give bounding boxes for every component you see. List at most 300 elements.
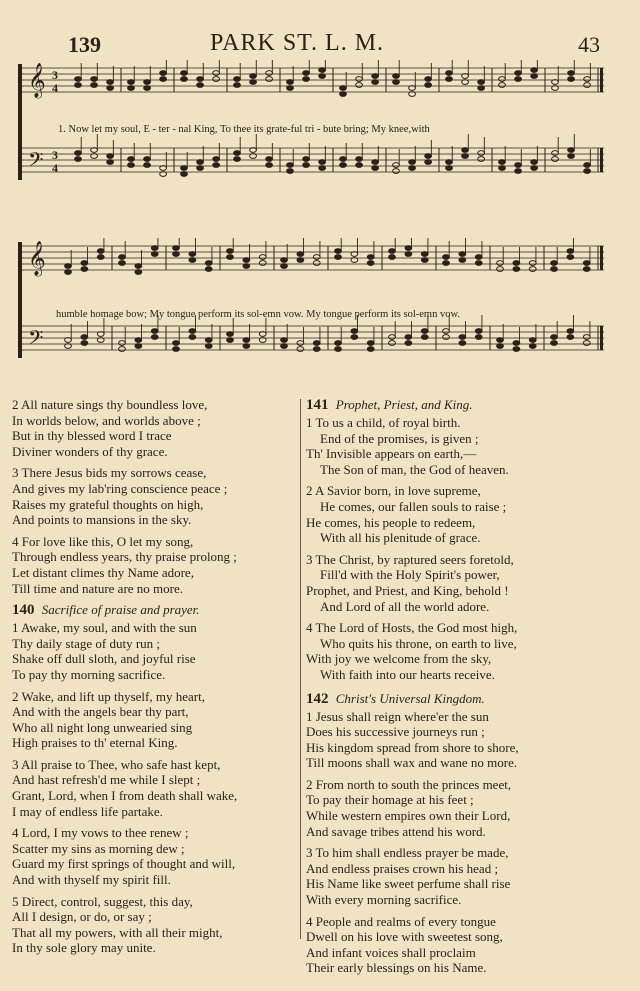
note-head (443, 335, 450, 340)
verse-line: 2 Wake, and lift up thyself, my heart, (12, 688, 205, 704)
note-head (81, 335, 88, 340)
note-head (340, 157, 347, 162)
note-head (151, 246, 158, 251)
note-head (340, 86, 347, 91)
note-head (335, 341, 342, 346)
page-header (0, 30, 640, 60)
note-head (425, 83, 432, 88)
note-head (243, 344, 250, 349)
note-head (340, 163, 347, 168)
stanza (12, 465, 302, 527)
right-column (306, 397, 596, 982)
page-number: 43 (578, 32, 600, 57)
note-head (75, 151, 82, 156)
stanza (306, 777, 596, 839)
note-head (287, 163, 294, 168)
verse-line: 3 To him shall endless prayer be made, (306, 845, 509, 861)
note-head (356, 163, 363, 168)
note-head (227, 332, 234, 337)
note-head (567, 329, 574, 334)
final-barline (600, 68, 603, 92)
verse-line: Who quits his throne, on earth to live, (320, 635, 517, 651)
note-head (181, 172, 188, 177)
note-head (205, 267, 212, 272)
note-head (529, 267, 536, 272)
hymn-142-title: Christ's Universal Kingdom. (335, 690, 485, 706)
note-head (173, 252, 180, 257)
note-head (552, 157, 559, 162)
hymn-141-number: 141 (306, 397, 329, 413)
stanza (306, 415, 596, 477)
verse-line: But in thy blessed word I trace (12, 428, 172, 444)
note-head (205, 344, 212, 349)
note-head (462, 154, 469, 159)
note-head (128, 163, 135, 168)
verse-line: Till time and nature are no more. (12, 580, 184, 596)
note-head (173, 246, 180, 251)
note-head (234, 157, 241, 162)
verse-line: Who all night long unwearied sing (12, 719, 193, 735)
note-head (266, 77, 273, 82)
stanza (12, 894, 302, 956)
note-head (499, 77, 506, 82)
note-head (367, 347, 374, 352)
note-head (227, 255, 234, 260)
stanza (12, 397, 302, 459)
note-head (151, 329, 158, 334)
verse-line: And with thyself my spirit fill. (12, 872, 171, 888)
note-head (197, 160, 204, 165)
system-brace (18, 64, 22, 180)
note-head (446, 71, 453, 76)
note-head (189, 335, 196, 340)
note-head (551, 261, 558, 266)
note-head (409, 166, 416, 171)
note-head (160, 71, 167, 76)
verse-line: Th' Invisible appears on earth,— (306, 446, 477, 462)
note-head (75, 157, 82, 162)
staff-system-2 (18, 238, 604, 378)
verse-line: And savage tribes attend his word. (306, 823, 486, 839)
note-head (297, 252, 304, 257)
verse-line: With faith into our hearts receive. (320, 666, 495, 682)
hymn-141-title: Prophet, Priest, and King. (335, 397, 473, 412)
note-head (173, 341, 180, 346)
note-head (462, 148, 469, 153)
verse-line: That all my powers, with all their might, (12, 924, 223, 940)
note-head (181, 166, 188, 171)
note-head (128, 80, 135, 85)
verse-line: 1 Awake, my soul, and with the sun (12, 620, 197, 636)
note-head (119, 261, 126, 266)
verse-line: His Name like sweet perfume shall rise (306, 876, 511, 892)
note-head (515, 169, 522, 174)
note-head (297, 258, 304, 263)
note-head (91, 83, 98, 88)
note-head (531, 68, 538, 73)
note-head (478, 157, 485, 162)
note-head (515, 71, 522, 76)
treble-clef-icon: 𝄞 (28, 63, 46, 98)
verse-line: He comes, his people to redeem, (306, 514, 476, 530)
bass-clef-icon: 𝄢 (28, 148, 44, 176)
verse-line: Does his successive journeys run ; (306, 724, 485, 740)
note-head (213, 77, 220, 82)
note-head (551, 335, 558, 340)
stanza (306, 709, 596, 771)
note-head (287, 169, 294, 174)
verse-line: Diviner wonders of thy grace. (12, 443, 168, 459)
note-head (97, 255, 104, 260)
hymn-140-title: Sacrifice of praise and prayer. (41, 602, 200, 618)
note-head (443, 329, 450, 334)
note-head (266, 163, 273, 168)
note-head (531, 74, 538, 79)
note-head (65, 264, 72, 269)
note-head (319, 166, 326, 171)
stanza (306, 845, 596, 907)
note-head (393, 163, 400, 168)
system-brace (18, 242, 22, 358)
note-head (335, 347, 342, 352)
note-head (356, 77, 363, 82)
verse-line: All I design, or do, or say ; (12, 909, 152, 925)
verse-line: I may of endless life partake. (12, 803, 163, 819)
note-head (584, 83, 591, 88)
note-head (144, 163, 151, 168)
note-head (107, 154, 114, 159)
note-head (151, 252, 158, 257)
note-head (135, 344, 142, 349)
note-head (205, 338, 212, 343)
note-head (443, 255, 450, 260)
note-head (319, 68, 326, 73)
note-head (151, 335, 158, 340)
note-head (529, 338, 536, 343)
note-head (287, 86, 294, 91)
verse-line: Shake off dull sloth, and joyful rise (12, 651, 196, 667)
note-head (234, 77, 241, 82)
note-head (551, 267, 558, 272)
note-head (313, 255, 320, 260)
final-barline (600, 246, 603, 270)
note-head (234, 151, 241, 156)
music-system-2 (18, 238, 604, 378)
note-head (405, 341, 412, 346)
note-head (567, 255, 574, 260)
note-head (128, 86, 135, 91)
note-head (181, 71, 188, 76)
verse-line: 4 For love like this, O let my song, (12, 533, 194, 549)
verse-line: And Lord of all the world adore. (320, 598, 490, 614)
note-head (551, 341, 558, 346)
note-head (266, 71, 273, 76)
lyrics-line-1: 1. Now let my soul, E - ter - nal King, To thee its grate-ful tri - bute bring; My knee,with (58, 124, 430, 135)
time-signature-icon: 3 (52, 148, 58, 162)
stanza (306, 914, 596, 976)
verse-line: Dwell on his love with sweetest song, (306, 929, 503, 945)
verse-line: With all his plenitude of grace. (320, 530, 481, 546)
note-head (459, 335, 466, 340)
note-head (356, 83, 363, 88)
note-head (81, 267, 88, 272)
note-head (475, 329, 482, 334)
note-head (213, 71, 220, 76)
stanza (306, 552, 596, 614)
verse-line: 2 All nature sings thy boundless love, (12, 397, 208, 412)
note-head (160, 77, 167, 82)
verse-line: And endless praises crown his head ; (306, 860, 499, 876)
note-head (313, 341, 320, 346)
note-head (513, 347, 520, 352)
note-head (303, 77, 310, 82)
note-head (475, 255, 482, 260)
note-head (425, 154, 432, 159)
note-head (513, 267, 520, 272)
note-head (97, 249, 104, 254)
note-head (499, 160, 506, 165)
note-head (144, 80, 151, 85)
verse-line: With joy we welcome from the sky, (306, 651, 492, 667)
stanza (12, 534, 302, 596)
verse-line: He comes, our fallen souls to raise ; (320, 498, 507, 514)
verse-line: 4 Lord, I my vows to thee renew ; (12, 825, 189, 841)
note-head (297, 341, 304, 346)
note-head (367, 255, 374, 260)
note-head (297, 347, 304, 352)
note-head (107, 86, 114, 91)
note-head (107, 80, 114, 85)
note-head (393, 169, 400, 174)
note-head (335, 249, 342, 254)
note-head (583, 341, 590, 346)
note-head (425, 160, 432, 165)
final-barline (600, 326, 603, 350)
verse-line: Grant, Lord, when I from death shall wake, (12, 788, 238, 804)
note-head (421, 329, 428, 334)
note-head (197, 83, 204, 88)
note-head (584, 77, 591, 82)
note-head (372, 80, 379, 85)
note-head (584, 163, 591, 168)
note-head (250, 80, 257, 85)
note-head (281, 338, 288, 343)
verse-line: Scatter my sins as morning dew ; (12, 840, 185, 856)
note-head (189, 258, 196, 263)
lyrics-line-2: humble homage bow; My tongue perform its sol-emn vow. My tongue perform its sol-emn vow. (56, 309, 460, 320)
verse-line: Their early blessings on his Name. (306, 960, 487, 976)
hymn-140-stanzas (12, 620, 302, 956)
note-head (497, 344, 504, 349)
left-column (12, 397, 302, 962)
bass-clef-icon: 𝄢 (28, 326, 44, 354)
note-head (372, 74, 379, 79)
note-head (189, 252, 196, 257)
note-head (513, 341, 520, 346)
note-head (227, 338, 234, 343)
note-head (91, 77, 98, 82)
note-head (213, 157, 220, 162)
note-head (583, 335, 590, 340)
note-head (243, 258, 250, 263)
note-head (335, 255, 342, 260)
note-head (389, 335, 396, 340)
stanza (12, 620, 302, 682)
note-head (409, 160, 416, 165)
verse-line: To pay their homage at his feet ; (306, 792, 474, 808)
note-head (443, 261, 450, 266)
note-head (513, 261, 520, 266)
note-head (281, 258, 288, 263)
verse-line: Guard my first springs of thought and will, (12, 856, 236, 872)
note-head (499, 166, 506, 171)
note-head (367, 261, 374, 266)
note-head (303, 157, 310, 162)
verse-line: With every morning sacrifice. (306, 892, 462, 908)
verse-line: Fill'd with the Holy Spirit's power, (320, 567, 500, 583)
note-head (181, 77, 188, 82)
verse-line: 2 From north to south the princes meet, (306, 776, 512, 792)
note-head (65, 270, 72, 275)
note-head (583, 267, 590, 272)
note-head (205, 261, 212, 266)
verse-line: And points to mansions in the sky. (12, 512, 192, 528)
note-head (303, 71, 310, 76)
verse-line: 4 People and realms of every tongue (306, 913, 496, 929)
verse-line: 3 There Jesus bids my sorrows cease, (12, 465, 207, 481)
note-head (319, 74, 326, 79)
note-head (478, 80, 485, 85)
note-head (135, 338, 142, 343)
note-head (459, 252, 466, 257)
verse-line: 5 Direct, control, suggest, this day, (12, 893, 193, 909)
note-head (389, 341, 396, 346)
note-head (405, 252, 412, 257)
note-head (313, 261, 320, 266)
verse-line: 1 Jesus shall reign where'er the sun (306, 708, 489, 724)
verse-line: And gives my lab'ring conscience peace ; (12, 480, 228, 496)
note-head (356, 157, 363, 162)
note-head (568, 148, 575, 153)
hymn-139-stanzas (12, 397, 302, 596)
note-head (421, 335, 428, 340)
note-head (372, 160, 379, 165)
note-head (119, 347, 126, 352)
verse-line: High praises to th' eternal King. (12, 735, 178, 751)
time-signature-icon: 4 (52, 81, 58, 95)
stanza (12, 757, 302, 819)
note-head (144, 157, 151, 162)
note-head (243, 264, 250, 269)
note-head (81, 261, 88, 266)
note-head (281, 264, 288, 269)
note-head (478, 86, 485, 91)
note-head (499, 83, 506, 88)
verse-line: Through endless years, thy praise prolong ; (12, 549, 237, 565)
note-head (313, 347, 320, 352)
verse-line: End of the promises, is given ; (320, 430, 479, 446)
note-head (531, 166, 538, 171)
note-head (475, 261, 482, 266)
verse-line: Till moons shall wax and wane no more. (306, 755, 518, 771)
note-head (567, 249, 574, 254)
note-head (243, 338, 250, 343)
note-head (197, 77, 204, 82)
note-head (197, 166, 204, 171)
note-head (568, 77, 575, 82)
note-head (189, 329, 196, 334)
hymn-142-stanzas (306, 709, 596, 977)
note-head (529, 261, 536, 266)
hymn-140-number: 140 (12, 602, 35, 619)
stanza (306, 620, 596, 682)
verse-line: In thy sole glory may unite. (12, 940, 156, 956)
note-head (389, 249, 396, 254)
verse-line: 3 The Christ, by raptured seers foretold, (306, 551, 514, 567)
note-head (393, 74, 400, 79)
note-head (144, 86, 151, 91)
note-head (405, 246, 412, 251)
note-head (234, 83, 241, 88)
note-head (303, 163, 310, 168)
note-head (227, 249, 234, 254)
stanza (12, 689, 302, 751)
note-head (421, 252, 428, 257)
treble-clef-icon: 𝄞 (28, 241, 46, 276)
final-barline (600, 148, 603, 172)
note-head (567, 335, 574, 340)
note-head (75, 77, 82, 82)
verse-line: 1 To us a child, of royal birth. (306, 415, 461, 430)
note-head (515, 77, 522, 82)
note-head (478, 151, 485, 156)
note-head (213, 163, 220, 168)
note-head (259, 255, 266, 260)
note-head (584, 169, 591, 174)
verse-line: To pay thy morning sacrifice. (12, 666, 166, 682)
note-head (405, 335, 412, 340)
verse-line: His kingdom spread from shore to shore, (306, 739, 519, 755)
note-head (459, 258, 466, 263)
note-head (421, 258, 428, 263)
note-head (135, 270, 142, 275)
verse-line: Let distant climes thy Name adore, (12, 564, 194, 580)
note-head (128, 157, 135, 162)
verse-line: And with the angels bear thy part, (12, 704, 189, 720)
note-head (529, 344, 536, 349)
note-head (583, 261, 590, 266)
time-signature-icon: 4 (52, 161, 58, 175)
hymn-142-number: 142 (306, 690, 329, 707)
note-head (552, 151, 559, 156)
note-head (515, 163, 522, 168)
time-signature-icon: 3 (52, 68, 58, 82)
note-head (107, 160, 114, 165)
note-head (531, 160, 538, 165)
stanza (12, 825, 302, 887)
verse-line: And infant voices shall proclaim (306, 944, 476, 960)
note-head (250, 74, 257, 79)
note-head (119, 341, 126, 346)
verse-line: While western empires own their Lord, (306, 808, 511, 824)
note-head (475, 335, 482, 340)
note-head (568, 154, 575, 159)
note-head (340, 92, 347, 97)
note-head (459, 341, 466, 346)
note-head (287, 80, 294, 85)
note-head (351, 329, 358, 334)
verse-line: Thy daily stage of duty run ; (12, 635, 161, 651)
